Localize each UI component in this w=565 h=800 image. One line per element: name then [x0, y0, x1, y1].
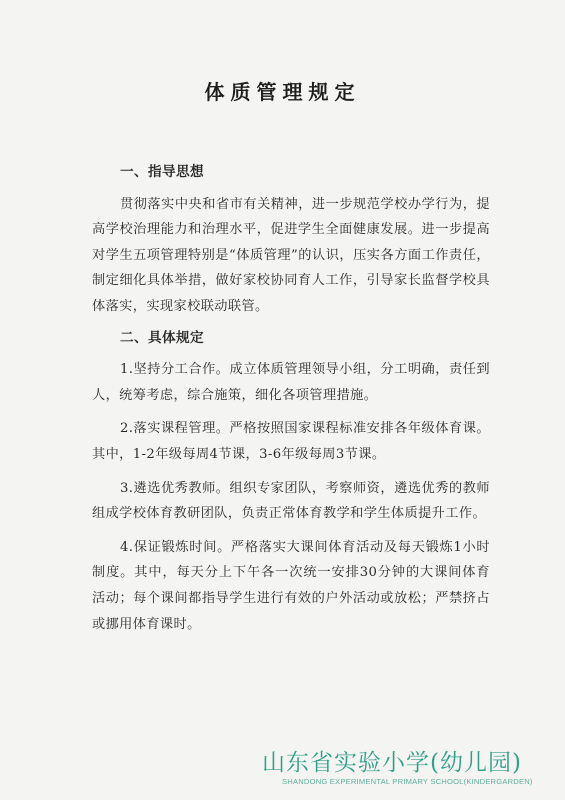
school-logo-text: 山东省实验小学(幼儿园)	[262, 750, 522, 776]
paragraph-rule-3: 3.遴选优秀教师。组织专家团队，考察师资，遴选优秀的教师组成学校体育教研团队，负责正常体育教学和学生体质提升工作。	[92, 480, 490, 522]
paragraph-rule-2: 2.落实课程管理。严格按照国家课程标准安排各年级体育课。其中，1-2年级每周4节课，3-6年级每周3节课。	[92, 421, 490, 462]
document-body	[92, 160, 490, 637]
paragraph-rule-4: 4.保证锻炼时间。严格落实大课间体育活动及每天锻炼1小时制度。其中，每天分上下午各一次统一安排30分钟的大课间体育活动；每个课间都指导学生进行有效的户外活动或放松；严禁挤占或挪用体育课时。	[92, 539, 490, 632]
school-logo-english: SHANDONG EXPERIMENTAL PRIMARY SCHOOL(KINDERGARDEN)	[282, 777, 533, 786]
section-heading-specific-rules: 二、具体规定	[120, 329, 204, 346]
paragraph-rule-1: 1.坚持分工合作。成立体质管理领导小组，分工明确，责任到人，统筹考虑，综合施策，细化各项管理措施。	[92, 362, 490, 403]
section-heading-guiding-ideology: 一、指导思想	[120, 164, 204, 180]
document-title: 体质管理规定	[204, 80, 361, 104]
paragraph-guiding-ideology: 贯彻落实中央和省市有关精神，进一步规范学校办学行为，提高学校治理能力和治理水平，促进学生全面健康发展。进一步提高对学生五项管理特别是“体质管理”的认识，压实各方面工作责任，制定细化具体举措，做好家校协同育人工作，引导家长监督学校具体落实，实现家校联动联管。	[92, 196, 490, 314]
